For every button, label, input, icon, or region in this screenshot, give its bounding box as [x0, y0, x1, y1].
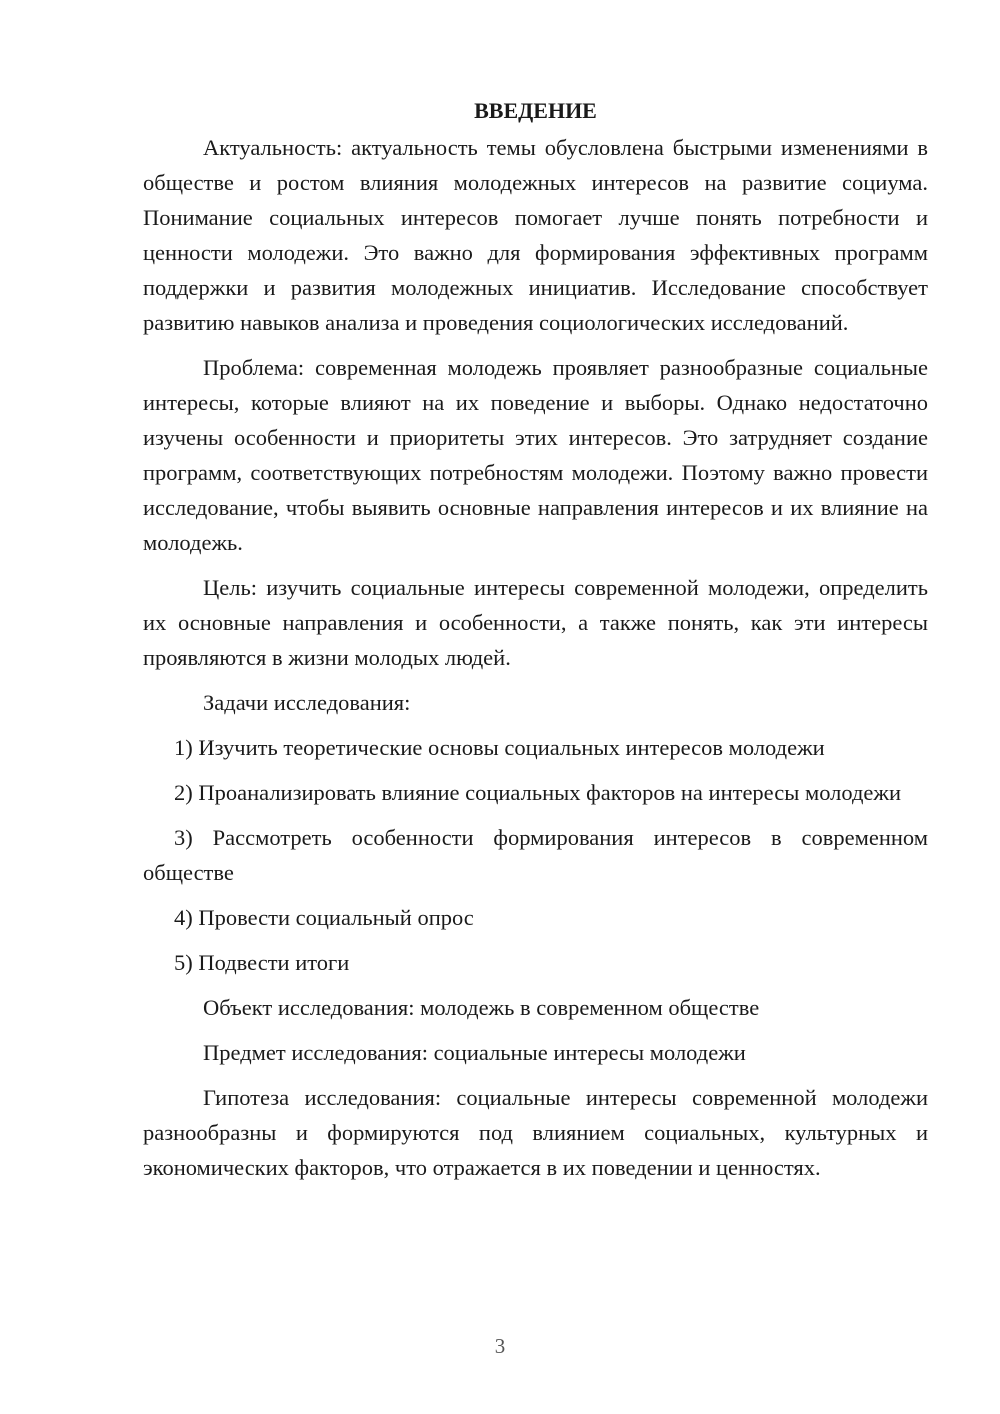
task-item-2: 2) Проанализировать влияние социальных факторов на интересы молодежи	[174, 780, 901, 805]
research-subject: Предмет исследования: социальные интересы молодежи	[203, 1040, 746, 1065]
page-number: 3	[494, 1334, 506, 1358]
problem-paragraph: Проблема: современная молодежь проявляет разнообразные социальные интересы, которые влияют на их поведение и выборы. Однако недостаточно изучены особенности и приоритеты этих интересов. Это затрудняет создание программ, соответствующих потребностям молодежи. Поэтому важно провести исследование, чтобы выявить основные направления интересов и их влияние на молодежь.	[143, 355, 928, 555]
task-item-4: 4) Провести социальный опрос	[174, 905, 474, 930]
document-page	[143, 96, 928, 1185]
relevance-paragraph: Актуальность: актуальность темы обусловлена быстрыми изменениями в обществе и ростом влияния молодежных интересов на развитие социума. Понимание социальных интересов помогает лучше понять потребности и ценности молодежи. Это важно для формирования эффективных программ поддержки и развития молодежных инициатив. Исследование способствует развитию навыков анализа и проведения социологических исследований.	[143, 135, 928, 335]
tasks-heading: Задачи исследования:	[203, 690, 411, 715]
task-item-5: 5) Подвести итоги	[174, 950, 350, 975]
goal-paragraph: Цель: изучить социальные интересы современной молодежи, определить их основные направления и особенности, а также понять, как эти интересы проявляются в жизни молодых людей.	[143, 575, 928, 670]
page-title: ВВЕДЕНИЕ	[474, 98, 597, 123]
task-item-1: 1) Изучить теоретические основы социальных интересов молодежи	[174, 735, 825, 760]
research-object: Объект исследования: молодежь в современном обществе	[203, 995, 760, 1020]
hypothesis-paragraph: Гипотеза исследования: социальные интересы современной молодежи разнообразны и формируются под влиянием социальных, культурных и экономических факторов, что отражается в их поведении и ценностях.	[143, 1085, 928, 1180]
task-item-3: 3) Рассмотреть особенности формирования интересов в современном обществе	[143, 825, 928, 885]
